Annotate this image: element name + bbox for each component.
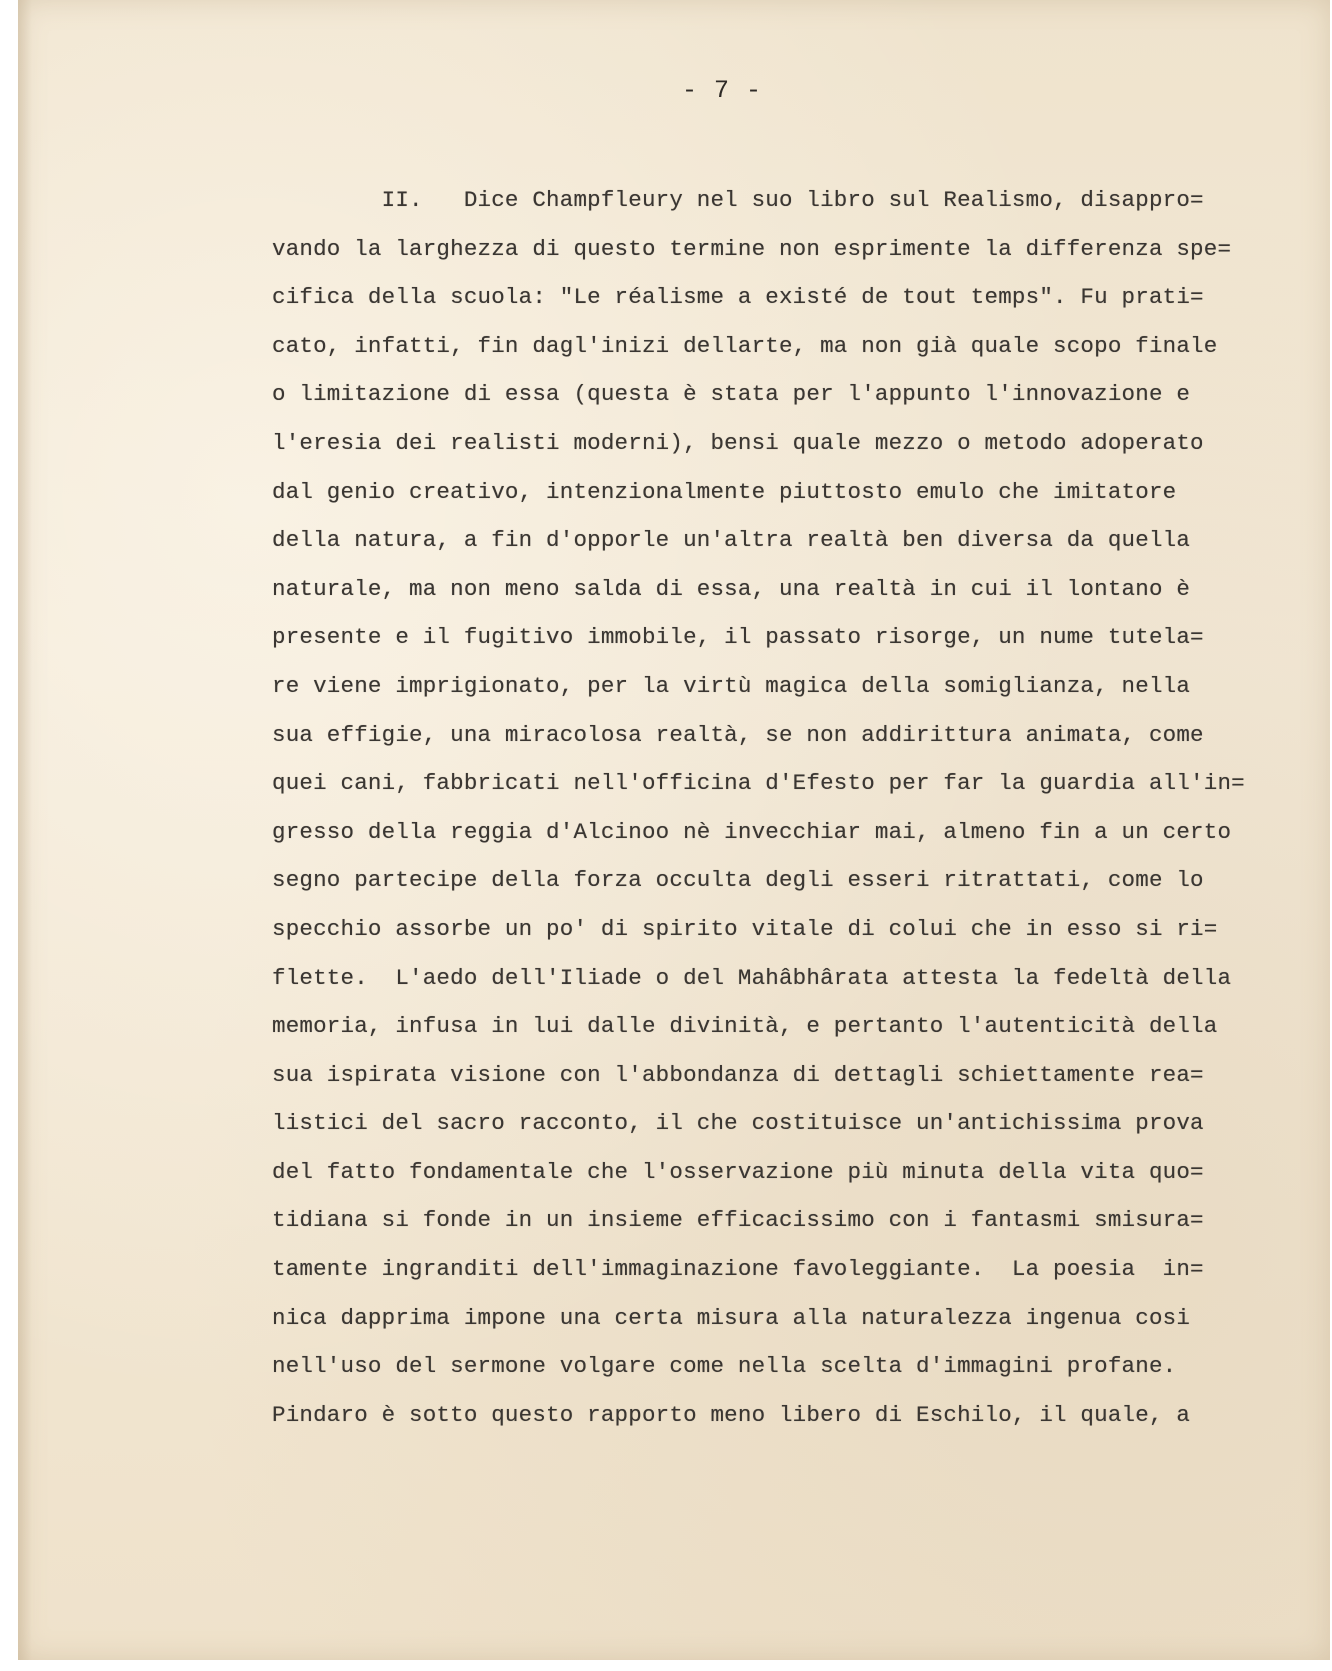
- text-line: o limitazione di essa (questa è stata per l'appunto l'innovazione e: [272, 381, 1191, 408]
- text-line: gresso della reggia d'Alcinoo nè invecchiar mai, almeno fin a un certo: [272, 818, 1232, 845]
- text-line: nell'uso del sermone volgare come nella scelta d'immagini profane.: [272, 1353, 1177, 1380]
- text-line: presente e il fugitivo immobile, il passato risorge, un nume tutela=: [272, 624, 1204, 651]
- text-line: flette. L'aedo dell'Iliade o del Mahâbhârata attesta la fedeltà della: [272, 964, 1232, 991]
- typed-text-body: [272, 176, 1317, 1439]
- text-line: cato, infatti, fin dagl'inizi dellarte, ma non già quale scopo finale: [272, 332, 1218, 359]
- text-line: quei cani, fabbricati nell'officina d'Efesto per far la guardia all'in=: [272, 770, 1245, 797]
- text-line: re viene imprigionato, per la virtù magica della somiglianza, nella: [272, 672, 1191, 699]
- text-line: l'eresia dei realisti moderni), bensi quale mezzo o metodo adoperato: [272, 429, 1204, 456]
- text-line: Pindaro è sotto questo rapporto meno libero di Eschilo, il quale, a: [272, 1401, 1191, 1428]
- page-number: - 7 -: [681, 76, 762, 105]
- text-line: specchio assorbe un po' di spirito vitale di colui che in esso si ri=: [272, 915, 1218, 942]
- text-line: cifica della scuola: "Le réalisme a existé de tout temps". Fu prati=: [272, 284, 1204, 311]
- text-line: memoria, infusa in lui dalle divinità, e pertanto l'autenticità della: [272, 1013, 1218, 1040]
- text-line: sua ispirata visione con l'abbondanza di dettagli schiettamente rea=: [272, 1061, 1204, 1088]
- text-line: dal genio creativo, intenzionalmente piuttosto emulo che imitatore: [272, 478, 1177, 505]
- text-line: sua effigie, una miracolosa realtà, se non addirittura animata, come: [272, 721, 1204, 748]
- text-line: tamente ingranditi dell'immaginazione favoleggiante. La poesia in=: [272, 1256, 1204, 1283]
- text-line: segno partecipe della forza occulta degli esseri ritrattati, come lo: [272, 867, 1204, 894]
- text-line: II. Dice Champfleury nel suo libro sul Realismo, disappro=: [272, 187, 1204, 213]
- text-line: nica dapprima impone una certa misura alla naturalezza ingenua cosi: [272, 1304, 1191, 1331]
- text-line: della natura, a fin d'opporle un'altra realtà ben diversa da quella: [272, 527, 1191, 554]
- text-line: listici del sacro racconto, il che costituisce un'antichissima prova: [272, 1110, 1204, 1137]
- text-line: vando la larghezza di questo termine non esprimente la differenza spe=: [272, 235, 1232, 262]
- text-line: tidiana si fonde in un insieme efficacissimo con i fantasmi smisura=: [272, 1207, 1204, 1234]
- text-line: del fatto fondamentale che l'osservazione più minuta della vita quo=: [272, 1158, 1204, 1185]
- paper-sheet: [18, 0, 1330, 1660]
- text-line: naturale, ma non meno salda di essa, una realtà in cui il lontano è: [272, 575, 1191, 602]
